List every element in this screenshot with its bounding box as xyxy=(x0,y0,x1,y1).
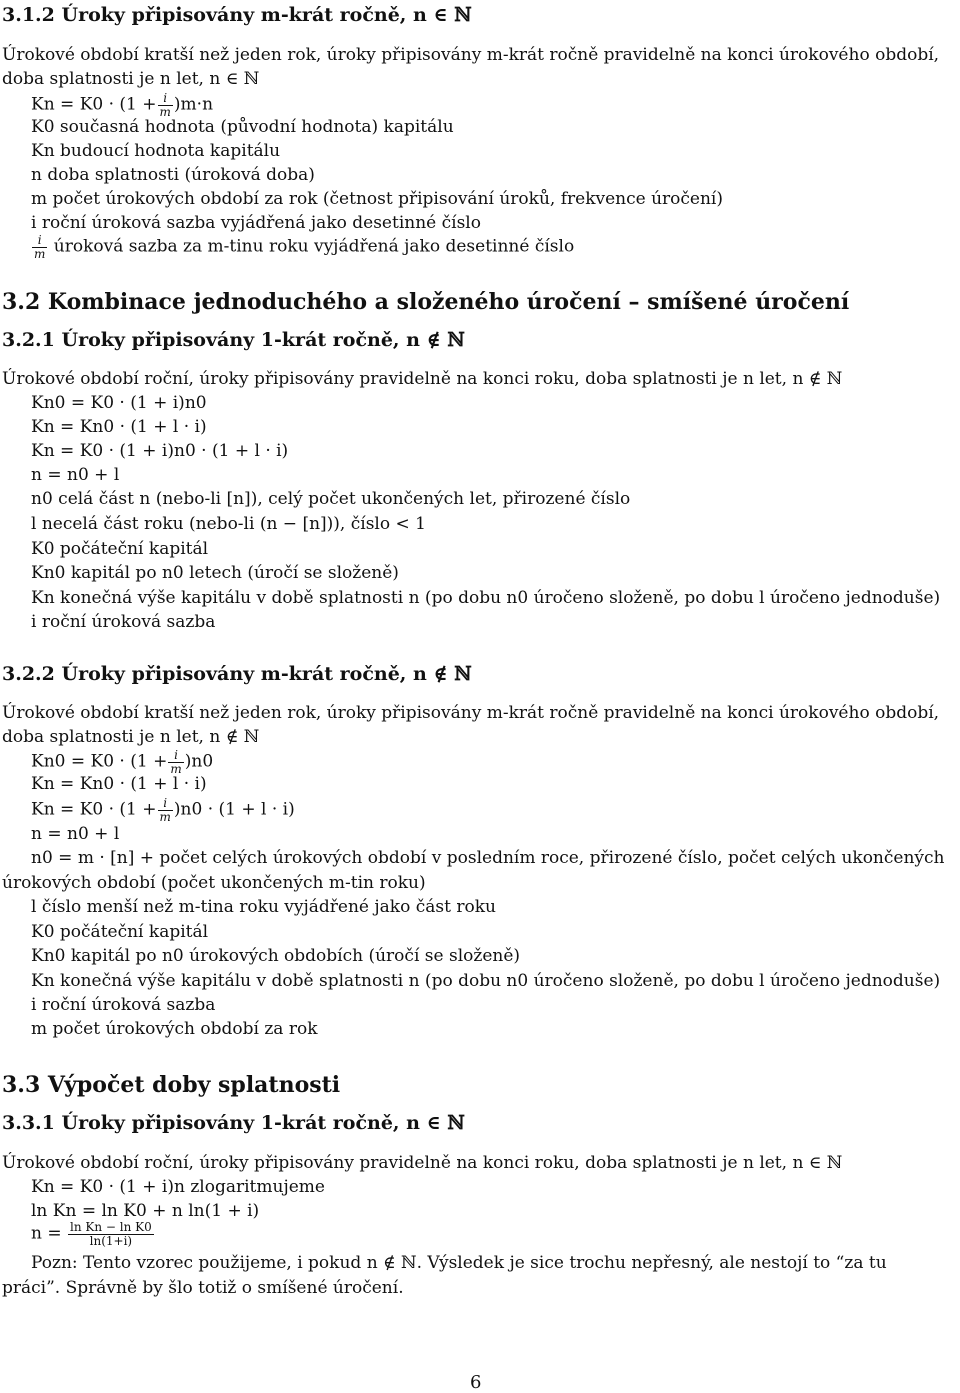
formula xyxy=(31,1221,155,1247)
fraction-numerator: i xyxy=(32,234,47,248)
definition: n doba splatnosti (úroková doba) xyxy=(31,165,315,185)
fraction-denominator: m xyxy=(34,246,46,261)
definition: Kn0 kapitál po n0 letech (úročí se složeně) xyxy=(31,563,399,583)
definition: K0 počáteční kapitál xyxy=(31,922,209,942)
definition: m počet úrokových období za rok (četnost připisování úroků, frekvence úročení) xyxy=(31,189,724,209)
definition: Kn konečná výše kapitálu v době splatnosti n (po dobu n0 úročeno složeně, po dobu l úročeno jednoduše) xyxy=(31,588,941,608)
fraction xyxy=(158,797,173,823)
definition xyxy=(31,234,574,260)
paragraph: Úrokové období kratší než jeden rok, úroky připisovány m-krát ročně pravidelně na konci úrokového období, xyxy=(2,703,940,723)
fraction xyxy=(32,234,47,260)
paragraph: doba splatnosti je n let, n ∉ ℕ xyxy=(2,727,260,747)
definition: l necelá část roku (nebo-li (n − [n])), číslo < 1 xyxy=(31,514,426,534)
definition: Kn budoucí hodnota kapitálu xyxy=(31,141,281,161)
definition: m počet úrokových období za rok xyxy=(31,1019,318,1039)
formula-part: )n0 · (1 + l · i) xyxy=(173,799,295,820)
formula-part: n = xyxy=(31,1223,62,1244)
formula xyxy=(31,92,213,118)
fraction-denominator: ln(1+i) xyxy=(89,1233,133,1248)
paragraph: Úrokové období kratší než jeden rok, úroky připisovány m-krát ročně pravidelně na konci úrokového období, xyxy=(2,45,940,65)
fraction-denominator: m xyxy=(159,104,171,119)
formula-part: Kn0 = K0 · (1 + xyxy=(31,751,168,772)
paragraph: doba splatnosti je n let, n ∈ ℕ xyxy=(2,69,260,89)
definition: K0 současná hodnota (původní hodnota) kapitálu xyxy=(31,117,454,137)
section-heading-3-2: 3.2 Kombinace jednoduchého a složeného úročení – smíšené úročení xyxy=(2,289,850,315)
definition: i roční úroková sazba xyxy=(31,995,216,1015)
definition-text: úroková sazba za m-tinu roku vyjádřená jako desetinné číslo xyxy=(53,236,575,257)
definition: n0 = m · [n] + počet celých úrokových období v posledním roce, přirozené číslo, počet celých ukončených xyxy=(31,848,945,868)
fraction-numerator: i xyxy=(158,797,173,811)
definition: n0 celá část n (nebo-li [n]), celý počet ukončených let, přirozené číslo xyxy=(31,489,631,509)
fraction xyxy=(68,1221,154,1247)
formula xyxy=(31,797,295,823)
definition: i roční úroková sazba vyjádřená jako desetinné číslo xyxy=(31,213,481,233)
formula: n = n0 + l xyxy=(31,465,120,485)
section-heading-3-2-1: 3.2.1 Úroky připisovány 1-krát ročně, n ∉ ℕ xyxy=(2,329,465,351)
note: Pozn: Tento vzorec použijeme, i pokud n ∉ ℕ. Výsledek je sice trochu nepřesný, ale nestojí to “za tu xyxy=(31,1253,887,1273)
definition: K0 počáteční kapitál xyxy=(31,539,209,559)
definition: úrokových období (počet ukončených m-tin roku) xyxy=(2,873,426,893)
section-heading-3-3-1: 3.3.1 Úroky připisovány 1-krát ročně, n ∈ ℕ xyxy=(2,1112,465,1134)
section-heading-3-1-2: 3.1.2 Úroky připisovány m-krát ročně, n ∈ ℕ xyxy=(2,4,472,26)
fraction-denominator: m xyxy=(159,809,171,824)
formula-part: Kn = K0 · (1 + xyxy=(31,799,157,820)
formula: Kn = Kn0 · (1 + l · i) xyxy=(31,774,207,794)
section-heading-3-3: 3.3 Výpočet doby splatnosti xyxy=(2,1072,341,1098)
formula: Kn0 = K0 · (1 + i)n0 xyxy=(31,393,207,413)
formula: Kn = K0 · (1 + i)n0 · (1 + l · i) xyxy=(31,441,289,461)
definition: i roční úroková sazba xyxy=(31,612,216,632)
fraction xyxy=(168,749,183,775)
formula: Kn = K0 · (1 + i)n zlogaritmujeme xyxy=(31,1177,325,1197)
paragraph: Úrokové období roční, úroky připisovány pravidelně na konci roku, doba splatnosti je n let, n ∉ ℕ xyxy=(2,369,843,389)
formula-part: Kn = K0 · (1 + xyxy=(31,94,157,115)
definition: Kn konečná výše kapitálu v době splatnosti n (po dobu n0 úročeno složeně, po dobu l úročeno jednoduše) xyxy=(31,971,941,991)
fraction-numerator: i xyxy=(158,92,173,106)
page-number: 6 xyxy=(470,1372,482,1393)
paragraph: Úrokové období roční, úroky připisovány pravidelně na konci roku, doba splatnosti je n let, n ∈ ℕ xyxy=(2,1153,843,1173)
formula: Kn = Kn0 · (1 + l · i) xyxy=(31,417,207,437)
note: práci”. Správně by šlo totiž o smíšené úročení. xyxy=(2,1278,404,1298)
fraction xyxy=(158,92,173,118)
section-heading-3-2-2: 3.2.2 Úroky připisovány m-krát ročně, n ∉ ℕ xyxy=(2,663,472,685)
formula: n = n0 + l xyxy=(31,824,120,844)
formula-part: )n0 xyxy=(184,751,214,772)
formula xyxy=(31,749,213,775)
fraction-numerator: ln Kn − ln K0 xyxy=(70,1220,152,1234)
definition: l číslo menší než m-tina roku vyjádřené jako část roku xyxy=(31,897,496,917)
fraction-numerator: i xyxy=(168,749,183,763)
definition: Kn0 kapitál po n0 úrokových obdobích (úročí se složeně) xyxy=(31,946,521,966)
fraction-denominator: m xyxy=(170,761,182,776)
formula: ln Kn = ln K0 + n ln(1 + i) xyxy=(31,1201,260,1221)
formula-part: )m·n xyxy=(173,94,214,115)
